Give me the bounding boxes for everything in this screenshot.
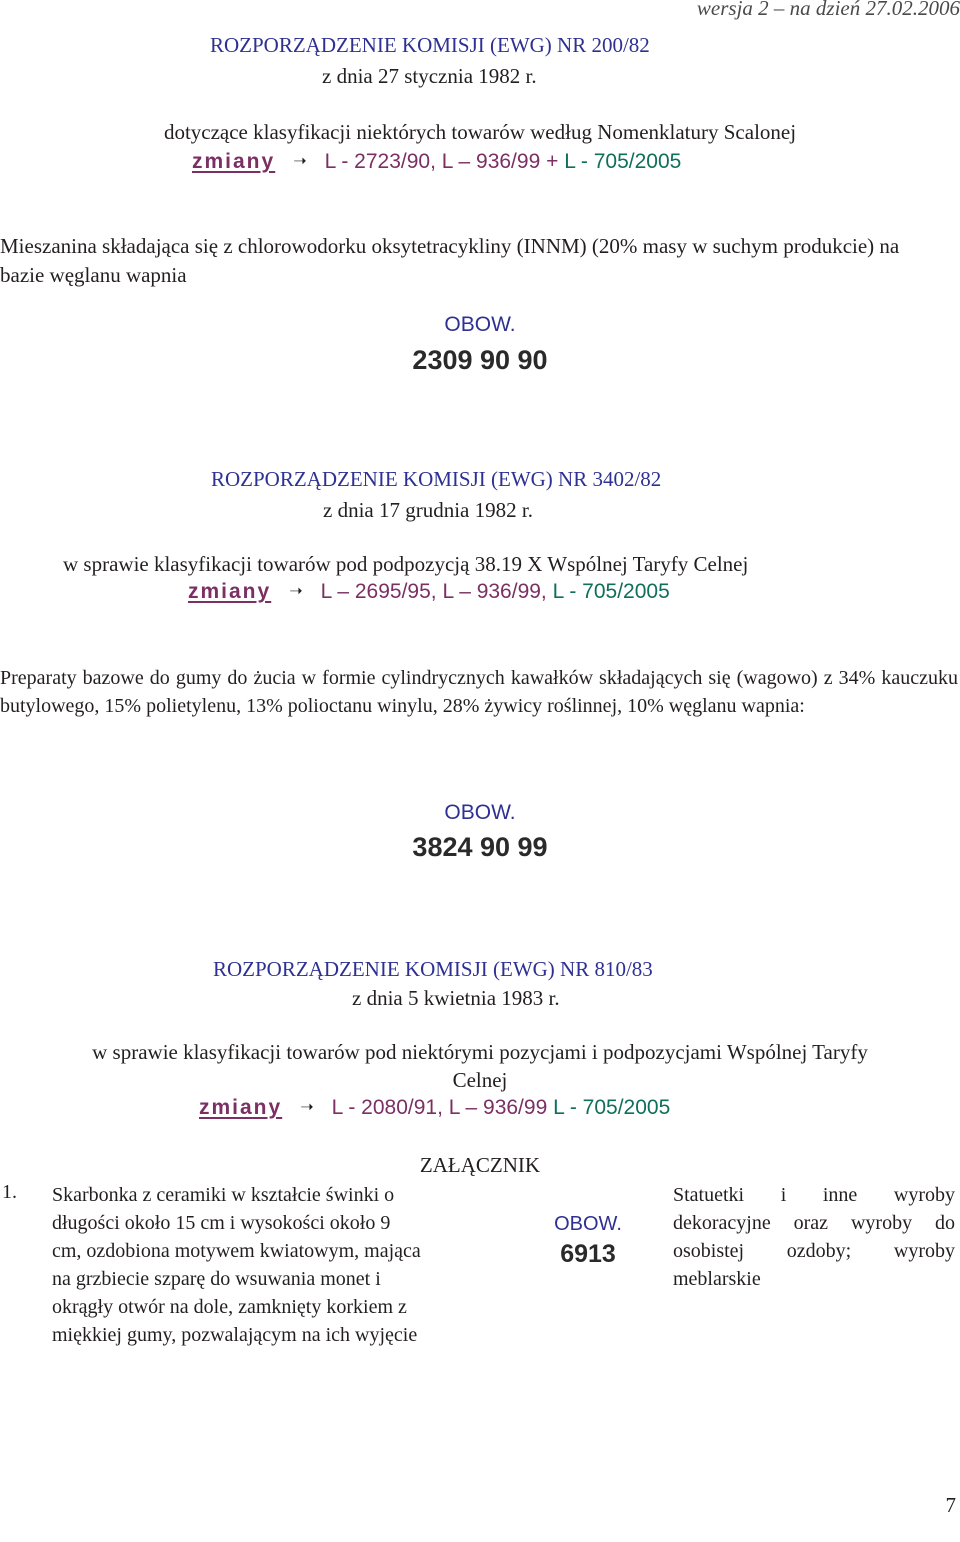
version-note: wersja 2 – na dzień 27.02.2006 <box>696 0 960 20</box>
arrow-right-icon: ➝ <box>293 153 307 170</box>
change-ref: L - 705/2005 <box>553 1096 671 1119</box>
annex-label: ZAŁĄCZNIK <box>419 1153 541 1177</box>
changes-label: zmiany <box>192 150 276 173</box>
regulation-date-2: z dnia 17 grudnia 1982 r. <box>323 498 533 522</box>
page-number: 7 <box>945 1493 956 1517</box>
regulation-date-1: z dnia 27 stycznia 1982 r. <box>322 64 537 88</box>
obow-label-3: OBOW. <box>554 1213 622 1235</box>
item-description-line: na grzbiecie szparę do wsuwania monet i <box>52 1268 381 1290</box>
change-ref: L - 705/2005 <box>564 150 682 173</box>
changes-line-2 <box>188 580 670 604</box>
item-description-line: Skarbonka z ceramiki w kształcie świnki o <box>52 1184 395 1206</box>
obow-label-1: OBOW. <box>444 313 516 336</box>
cn-code-1: 2309 90 90 <box>412 345 548 375</box>
arrow-right-icon: ➝ <box>289 583 303 600</box>
change-ref: L - 705/2005 <box>552 580 670 603</box>
changes-line-1 <box>192 150 681 174</box>
item-description-line: miękkiej gumy, pozwalającym na ich wyjęcie <box>52 1324 418 1346</box>
item-description-line: cm, ozdobiona motywem kwiatowym, mająca <box>52 1240 421 1262</box>
change-ref: L - 2723/90, <box>324 150 436 173</box>
regulation-subject-3: w sprawie klasyfikacji towarów pod niektórymi pozycjami i podpozycjami Wspólnej Taryfy <box>92 1040 868 1064</box>
regulation-subject-3-cont: Celnej <box>452 1068 508 1092</box>
change-ref: L - 2080/91, <box>331 1096 443 1119</box>
change-ref: L – 936/99, <box>442 580 547 603</box>
regulation-title-1: ROZPORZĄDZENIE KOMISJI (EWG) NR 200/82 <box>210 33 650 57</box>
changes-label: zmiany <box>199 1096 283 1119</box>
cn-code-2: 3824 90 99 <box>412 832 548 862</box>
changes-line-3 <box>199 1096 670 1120</box>
regulation-subject-2: w sprawie klasyfikacji towarów pod podpozycją 38.19 X Wspólnej Taryfy Celnej <box>63 552 749 576</box>
regulation-title-3: ROZPORZĄDZENIE KOMISJI (EWG) NR 810/83 <box>213 957 653 981</box>
change-ref: L – 936/99 <box>448 1096 548 1119</box>
regulation-date-3: z dnia 5 kwietnia 1983 r. <box>352 986 560 1010</box>
item-description <box>52 1181 502 1349</box>
product-description-1: Mieszanina składająca się z chlorowodorku oksytetracykliny (INNM) (20% masy w suchym produkcie) na bazie węglanu wapnia <box>0 234 900 287</box>
change-ref: L – 936/99 + <box>441 150 559 173</box>
regulation-title-2: ROZPORZĄDZENIE KOMISJI (EWG) NR 3402/82 <box>211 467 662 491</box>
item-number: 1. <box>2 1181 17 1203</box>
item-description-line: okrągły otwór na dole, zamknięty korkiem z <box>52 1296 407 1318</box>
obow-label-2: OBOW. <box>444 801 516 824</box>
change-ref: L – 2695/95, <box>320 580 437 603</box>
regulation-subject-1: dotyczące klasyfikacji niektórych towarów według Nomenklatury Scalonej <box>163 120 797 144</box>
classification-reason: Statuetki i inne wyroby dekoracyjne oraz wyroby do osobistej ozdoby; wyroby meblarskie <box>673 1184 955 1290</box>
product-description-2: Preparaty bazowe do gumy do żucia w formie cylindrycznych kawałków składających się (wagowo) z 34% kauczuku butylowego, 15% polietylenu, 13% polioctanu winylu, 28% żywicy roślinnej, 10% węglanu wapnia: <box>0 667 958 717</box>
changes-label: zmiany <box>188 580 272 603</box>
arrow-right-icon: ➝ <box>300 1099 314 1116</box>
item-description-line: długości około 15 cm i wysokości około 9 <box>52 1212 391 1234</box>
cn-code-3: 6913 <box>560 1240 616 1268</box>
